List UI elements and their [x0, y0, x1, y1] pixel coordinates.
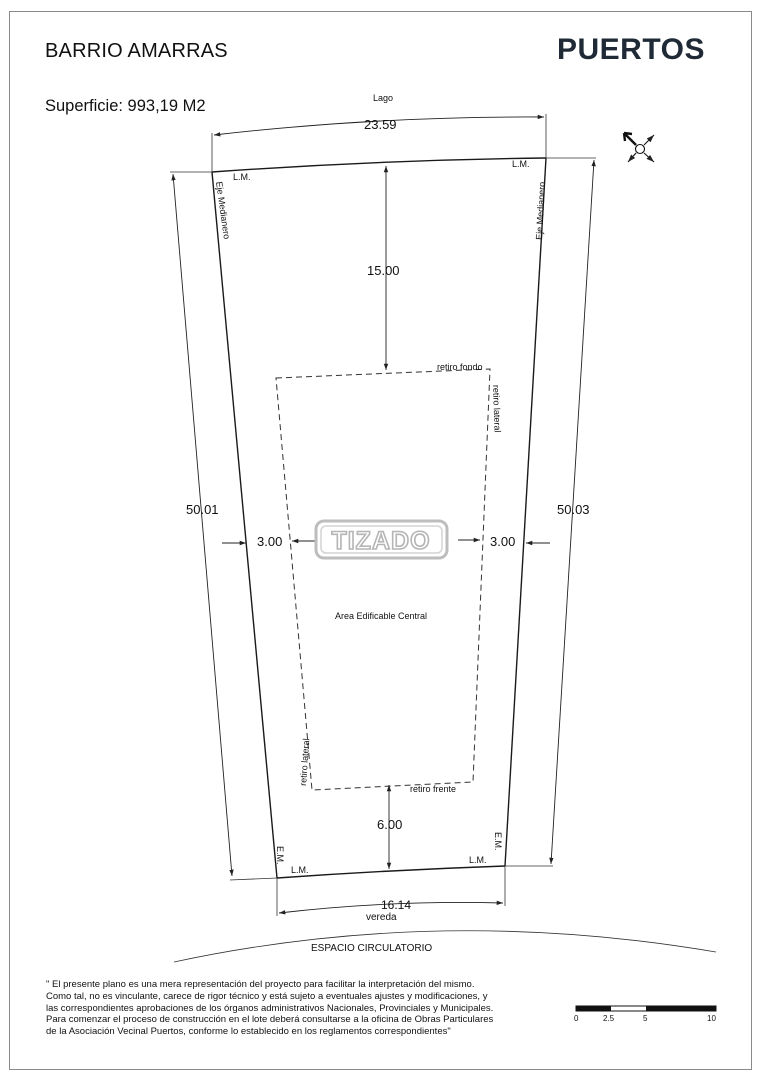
scale-tick-5: 5 [643, 1014, 648, 1023]
lake-label: Lago [373, 93, 394, 103]
disclaimer-line: " El presente plano es una mera representación del proyecto para facilitar la interpretación del mismo. [46, 979, 475, 990]
left-setback-label: 3.00 [257, 534, 283, 549]
disclaimer-line: Como tal, no es vinculante, carece de rigor técnico y está sujeto a eventuales ajustes y modificaciones, y [46, 990, 488, 1002]
eje-medianero-right: Eje Medianero [534, 181, 548, 241]
right-length-label: 50.03 [557, 502, 590, 517]
left-length-label: 50.01 [186, 502, 219, 517]
front-boundary-line [277, 866, 505, 878]
front-setback-label: 6.00 [377, 817, 403, 832]
brand-logo: PUERTOS [557, 33, 705, 66]
espacio-circulatorio-label: ESPACIO CIRCULATORIO [311, 943, 433, 954]
surface-area: Superficie: 993,19 M2 [45, 97, 206, 115]
disclaimer-line: Para comenzar el proceso de construcción en el lote deberá consultarse a la oficina de Obras Particulares [46, 1014, 494, 1026]
retiro-fondo-label: retiro fondo [437, 362, 483, 372]
left-length-dimension [173, 174, 232, 876]
top-width-label: 23.59 [364, 117, 397, 132]
right-setback-label: 3.00 [490, 534, 516, 549]
scale-tick-10: 10 [707, 1014, 716, 1023]
svg-text:TIZADO: TIZADO [331, 527, 431, 555]
left-boundary-line [212, 172, 277, 878]
central-area-label: Area Edificable Central [335, 611, 428, 621]
bottom-width-label: 16.14 [381, 898, 412, 912]
lm-label-bottom-right: L.M. [469, 855, 487, 865]
buildable-area-outline [276, 369, 490, 790]
retiro-lateral-left-label: retiro lateral [298, 738, 312, 787]
disclaimer-line: las correspondientes aprobaciones de los órganos administrativos Nacionales, Provinciales y Municipales. [46, 1002, 494, 1014]
lm-label-top-left: L.M. [233, 172, 251, 182]
rear-setback-label: 15.00 [367, 263, 400, 278]
watermark [316, 521, 447, 558]
scale-bar [574, 1006, 716, 1023]
scale-tick-0: 0 [574, 1014, 579, 1023]
em-label-left: E.M. [275, 846, 285, 865]
right-boundary-line [505, 158, 546, 866]
rear-boundary-line [212, 158, 546, 172]
dimension-lines [173, 117, 594, 913]
extension-lines [170, 114, 716, 962]
page-title: BARRIO AMARRAS [45, 40, 228, 62]
lm-label-top-right: L.M. [512, 159, 530, 169]
lm-label-bottom-left: L.M. [291, 865, 309, 875]
retiro-lateral-right-label: retiro lateral [491, 384, 503, 433]
vereda-label: vereda [366, 912, 397, 923]
retiro-frente-label: retiro frente [410, 784, 457, 794]
eje-medianero-left: Eje Medianero [214, 180, 233, 240]
em-label-right: E.M. [493, 832, 503, 851]
street-curve [174, 931, 716, 962]
scale-tick-2-5: 2.5 [603, 1014, 615, 1023]
disclaimer [46, 979, 531, 1038]
orientation-icon [624, 133, 654, 162]
disclaimer-line: de la Asociación Vecinal Puertos, conforme lo establecido en los reglamentos correspondientes" [46, 1026, 451, 1038]
